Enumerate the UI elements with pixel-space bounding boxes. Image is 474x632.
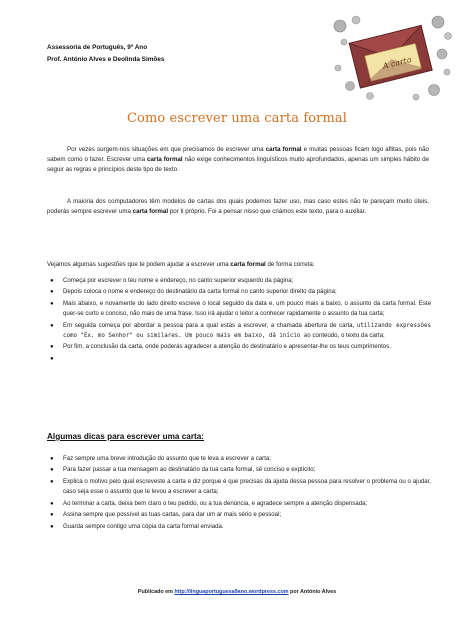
envelope-letter-illustration — [330, 12, 452, 102]
list-item: ● Explica o motivo pelo qual escreveste a carta e diz porque é que precisas da ajuda dessa pessoa para resolver o problema ou o ajudar, caso seja esse o assunto que te levou a escrever a carta; — [50, 477, 431, 496]
bullet-icon: ● — [50, 467, 54, 474]
tips-list — [47, 454, 431, 533]
bullet-icon: ● — [50, 500, 54, 507]
bullet-icon: ● — [50, 478, 54, 485]
suggestions-list — [47, 276, 431, 365]
list-item: ● Ao terminar a carta, deixa bem claro o teu pedido, ou a tua denúncia, e agradece sempre a atenção dispensada; — [47, 499, 431, 509]
header-teachers: Prof. António Alves e Deolinda Simões — [47, 56, 165, 63]
intro-paragraph-2: A maioria dos computadores têm modelos de cartas dos quais podemos fazer uso, mas caso estes não te pareçam muito úteis, poderás sempre escrever uma carta formal por ti próprio. Foi a pensar nisso que criámos este texto, para o auxiliar. — [47, 198, 429, 216]
blog-link[interactable]: http://linguaportuguesa9ano.wordpress.com — [174, 589, 289, 595]
list-item: ● Depois coloca o nome e endereço do destinatário da carta formal no canto superior direito da página; — [47, 287, 431, 297]
tips-heading: Algumas dicas para escrever uma carta: — [47, 432, 205, 441]
list-item: ● Por fim, a conclusão da carta, onde poderás agradecer a atenção do destinatário e apresentar-lhe os teus cumprimentos. — [47, 342, 431, 352]
list-item: ● Assina sempre que possível as tuas cartas, para dar um ar mais sério e pessoal; — [47, 510, 431, 520]
bullet-icon: ● — [50, 355, 54, 362]
list-item: ● Faz sempre uma breve introdução do assunto que te leva a escrever a carta; — [47, 454, 431, 464]
list-item — [47, 354, 431, 364]
bullet-icon: ● — [50, 456, 54, 462]
list-item: ● Começa por escrever o teu nome e endereço, no canto superior esquerdo da página; — [47, 276, 431, 286]
bullet-icon: ● — [50, 300, 54, 307]
list-item: ● Guarda sempre contigo uma cópia da carta formal enviada. — [47, 522, 431, 532]
document-title: Como escrever uma carta formal — [126, 111, 348, 126]
envelope-label: A carta — [381, 55, 413, 71]
bullet-icon: ● — [50, 344, 54, 351]
list-item: ● Em seguida começa por abordar a pessoa para a qual estás a escrever, a chamada abertura de carta, utilizando expressões como "Ex. mo Senhor" ou similares. Um pouco mais em baixo, dá início ao conteúdo, o texto da carta; — [50, 321, 431, 339]
bullet-icon: ● — [50, 322, 54, 329]
bullet-icon: ● — [50, 289, 54, 296]
footer: Publicado em http://linguaportuguesa9ano.wordpress.com por António Alves — [137, 589, 337, 595]
bullet-icon: ● — [50, 278, 54, 284]
intro-paragraph-1: Por vezes surgem-nos situações em que precisamos de escrever uma carta formal e muitas pessoas ficam logo aflitas, pois não sabem como o fazer. Escrever uma carta formal não exige conhecimentos linguísticos muito aprofundados, apenas um simples hábito de seguir as regras e princípios deste tipo de texto. — [47, 146, 429, 174]
list-item: ● Mais abaixo, e novamente do lado direito escreve o local seguido da data e, um pouco mais a baixo, o assunto da carta formal. Este quer-se curto e conciso, não mais de uma frase. Isso irá ajudar o leitor a conhecer rapidamente o assunto da tua carta; — [50, 299, 431, 318]
bullet-icon: ● — [50, 523, 54, 530]
list-item: ● Para fazer passar a tua mensagem ao destinatário da tua carta formal, sê conciso e explícito; — [47, 465, 431, 475]
suggestions-intro: Vejamos algumas sugestões que te podem ajudar a escrever uma carta formal de forma correta: — [47, 261, 315, 268]
header-course: Assessoria de Português, 9º Ano — [47, 44, 148, 51]
bullet-icon: ● — [50, 512, 54, 519]
